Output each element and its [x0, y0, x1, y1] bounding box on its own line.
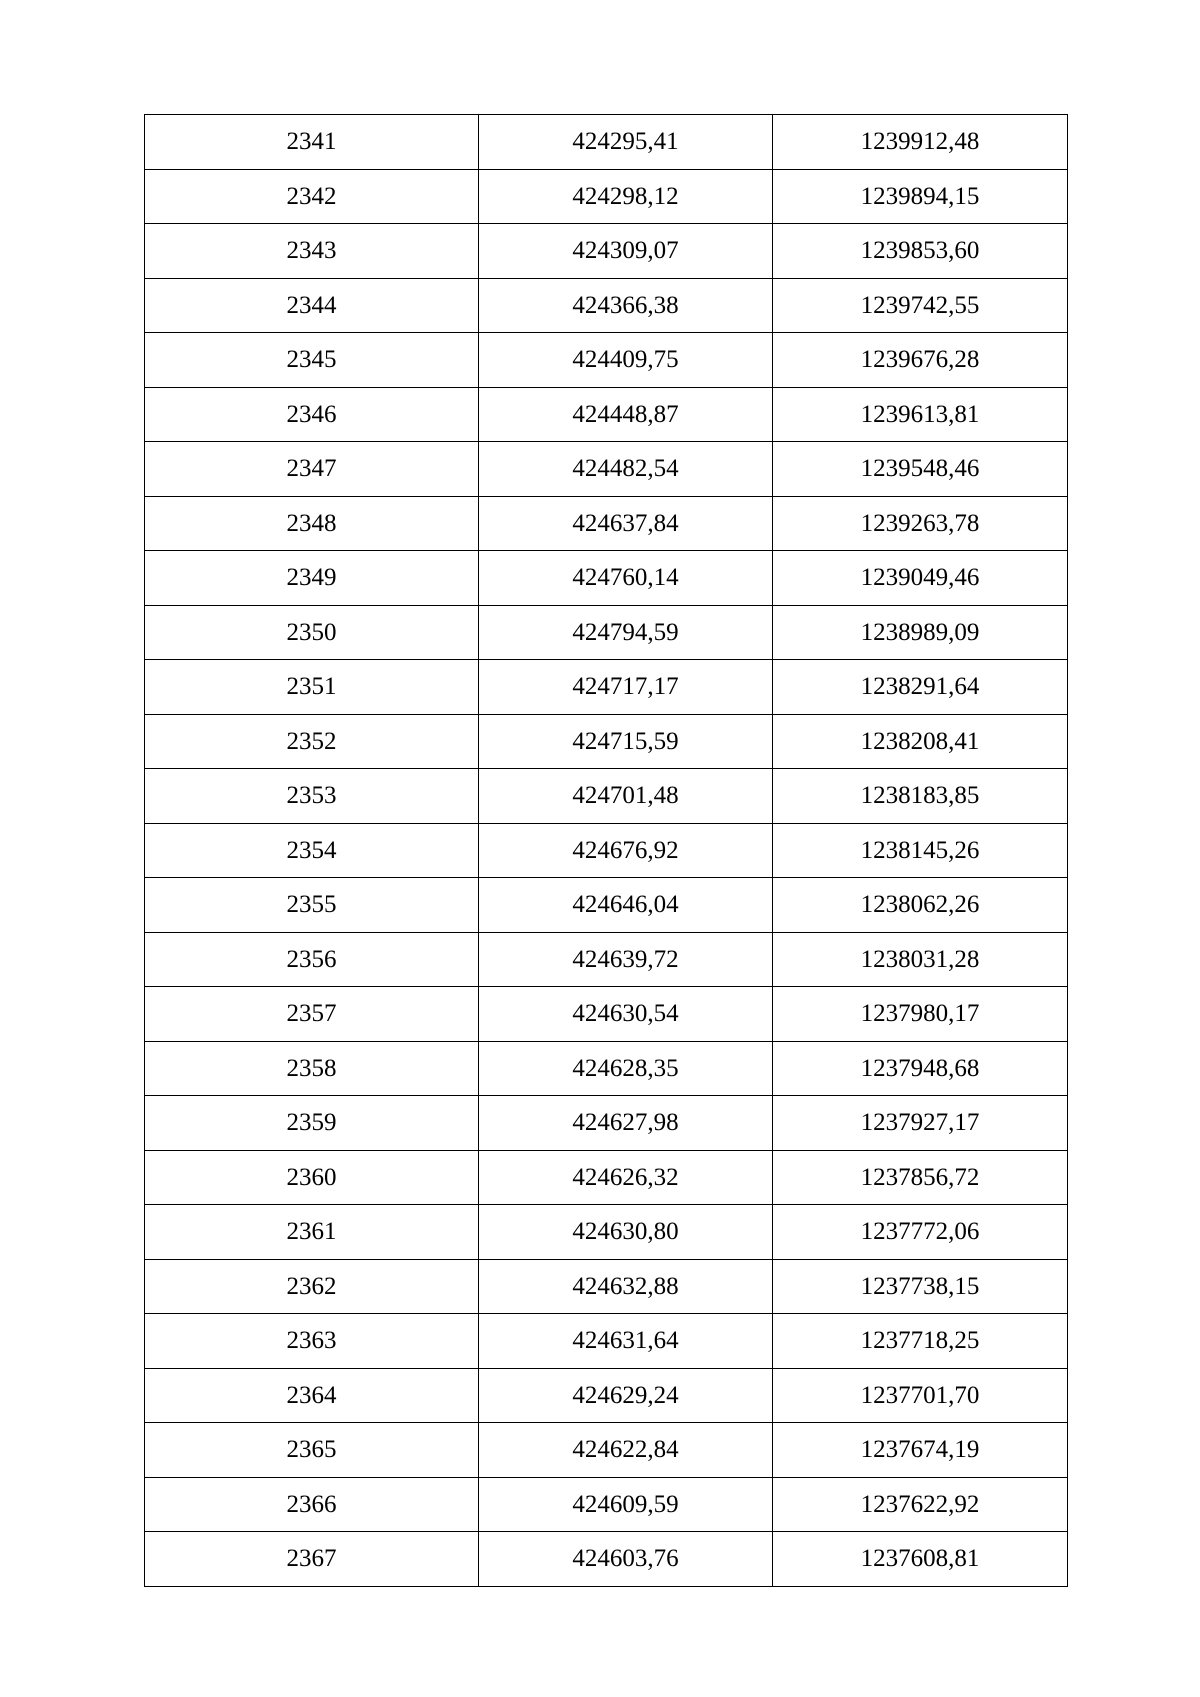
point-number-cell: 2350 [145, 605, 479, 660]
table-row [145, 987, 1068, 1042]
y-coordinate-cell: 1239049,46 [773, 551, 1068, 606]
point-number-cell: 2345 [145, 333, 479, 388]
y-coordinate-cell: 1239613,81 [773, 387, 1068, 442]
table-row [145, 442, 1068, 497]
point-number-cell: 2364 [145, 1368, 479, 1423]
table-row [145, 551, 1068, 606]
table-row [145, 496, 1068, 551]
point-number-cell: 2353 [145, 769, 479, 824]
x-coordinate-cell: 424630,80 [479, 1205, 773, 1260]
point-number-cell: 2356 [145, 932, 479, 987]
table-row [145, 1205, 1068, 1260]
point-number-cell: 2357 [145, 987, 479, 1042]
y-coordinate-cell: 1238989,09 [773, 605, 1068, 660]
coordinates-table [144, 114, 1068, 1587]
table-row [145, 1477, 1068, 1532]
x-coordinate-cell: 424676,92 [479, 823, 773, 878]
table-row [145, 878, 1068, 933]
y-coordinate-cell: 1238062,26 [773, 878, 1068, 933]
point-number-cell: 2363 [145, 1314, 479, 1369]
x-coordinate-cell: 424366,38 [479, 278, 773, 333]
table-row [145, 1259, 1068, 1314]
table-row [145, 605, 1068, 660]
table-row [145, 169, 1068, 224]
point-number-cell: 2346 [145, 387, 479, 442]
x-coordinate-cell: 424609,59 [479, 1477, 773, 1532]
y-coordinate-cell: 1237738,15 [773, 1259, 1068, 1314]
point-number-cell: 2351 [145, 660, 479, 715]
y-coordinate-cell: 1239894,15 [773, 169, 1068, 224]
table-row [145, 1096, 1068, 1151]
y-coordinate-cell: 1237948,68 [773, 1041, 1068, 1096]
y-coordinate-cell: 1239742,55 [773, 278, 1068, 333]
x-coordinate-cell: 424309,07 [479, 224, 773, 279]
x-coordinate-cell: 424298,12 [479, 169, 773, 224]
y-coordinate-cell: 1238145,26 [773, 823, 1068, 878]
table-row [145, 1423, 1068, 1478]
x-coordinate-cell: 424448,87 [479, 387, 773, 442]
x-coordinate-cell: 424631,64 [479, 1314, 773, 1369]
point-number-cell: 2358 [145, 1041, 479, 1096]
table-row [145, 387, 1068, 442]
point-number-cell: 2366 [145, 1477, 479, 1532]
coordinates-table-body [145, 115, 1068, 1587]
y-coordinate-cell: 1237674,19 [773, 1423, 1068, 1478]
point-number-cell: 2355 [145, 878, 479, 933]
x-coordinate-cell: 424760,14 [479, 551, 773, 606]
point-number-cell: 2359 [145, 1096, 479, 1151]
point-number-cell: 2367 [145, 1532, 479, 1587]
y-coordinate-cell: 1238183,85 [773, 769, 1068, 824]
x-coordinate-cell: 424295,41 [479, 115, 773, 170]
y-coordinate-cell: 1238208,41 [773, 714, 1068, 769]
x-coordinate-cell: 424715,59 [479, 714, 773, 769]
y-coordinate-cell: 1237772,06 [773, 1205, 1068, 1260]
table-row [145, 714, 1068, 769]
x-coordinate-cell: 424409,75 [479, 333, 773, 388]
table-row [145, 1314, 1068, 1369]
point-number-cell: 2343 [145, 224, 479, 279]
point-number-cell: 2365 [145, 1423, 479, 1478]
point-number-cell: 2347 [145, 442, 479, 497]
point-number-cell: 2354 [145, 823, 479, 878]
table-row [145, 932, 1068, 987]
table-row [145, 333, 1068, 388]
table-row [145, 823, 1068, 878]
x-coordinate-cell: 424622,84 [479, 1423, 773, 1478]
y-coordinate-cell: 1239853,60 [773, 224, 1068, 279]
point-number-cell: 2361 [145, 1205, 479, 1260]
x-coordinate-cell: 424630,54 [479, 987, 773, 1042]
y-coordinate-cell: 1239676,28 [773, 333, 1068, 388]
table-row [145, 660, 1068, 715]
y-coordinate-cell: 1239548,46 [773, 442, 1068, 497]
point-number-cell: 2348 [145, 496, 479, 551]
y-coordinate-cell: 1238291,64 [773, 660, 1068, 715]
y-coordinate-cell: 1237701,70 [773, 1368, 1068, 1423]
x-coordinate-cell: 424639,72 [479, 932, 773, 987]
x-coordinate-cell: 424627,98 [479, 1096, 773, 1151]
x-coordinate-cell: 424701,48 [479, 769, 773, 824]
y-coordinate-cell: 1237608,81 [773, 1532, 1068, 1587]
point-number-cell: 2344 [145, 278, 479, 333]
table-row [145, 1368, 1068, 1423]
y-coordinate-cell: 1237927,17 [773, 1096, 1068, 1151]
point-number-cell: 2352 [145, 714, 479, 769]
point-number-cell: 2360 [145, 1150, 479, 1205]
y-coordinate-cell: 1237718,25 [773, 1314, 1068, 1369]
table-row [145, 115, 1068, 170]
point-number-cell: 2362 [145, 1259, 479, 1314]
x-coordinate-cell: 424717,17 [479, 660, 773, 715]
x-coordinate-cell: 424482,54 [479, 442, 773, 497]
y-coordinate-cell: 1237856,72 [773, 1150, 1068, 1205]
x-coordinate-cell: 424646,04 [479, 878, 773, 933]
x-coordinate-cell: 424632,88 [479, 1259, 773, 1314]
table-row [145, 1532, 1068, 1587]
x-coordinate-cell: 424603,76 [479, 1532, 773, 1587]
x-coordinate-cell: 424626,32 [479, 1150, 773, 1205]
point-number-cell: 2341 [145, 115, 479, 170]
point-number-cell: 2342 [145, 169, 479, 224]
y-coordinate-cell: 1239263,78 [773, 496, 1068, 551]
y-coordinate-cell: 1239912,48 [773, 115, 1068, 170]
table-row [145, 278, 1068, 333]
x-coordinate-cell: 424628,35 [479, 1041, 773, 1096]
x-coordinate-cell: 424794,59 [479, 605, 773, 660]
y-coordinate-cell: 1237980,17 [773, 987, 1068, 1042]
x-coordinate-cell: 424629,24 [479, 1368, 773, 1423]
table-row [145, 769, 1068, 824]
table-row [145, 1150, 1068, 1205]
table-row [145, 1041, 1068, 1096]
point-number-cell: 2349 [145, 551, 479, 606]
table-row [145, 224, 1068, 279]
y-coordinate-cell: 1237622,92 [773, 1477, 1068, 1532]
y-coordinate-cell: 1238031,28 [773, 932, 1068, 987]
x-coordinate-cell: 424637,84 [479, 496, 773, 551]
